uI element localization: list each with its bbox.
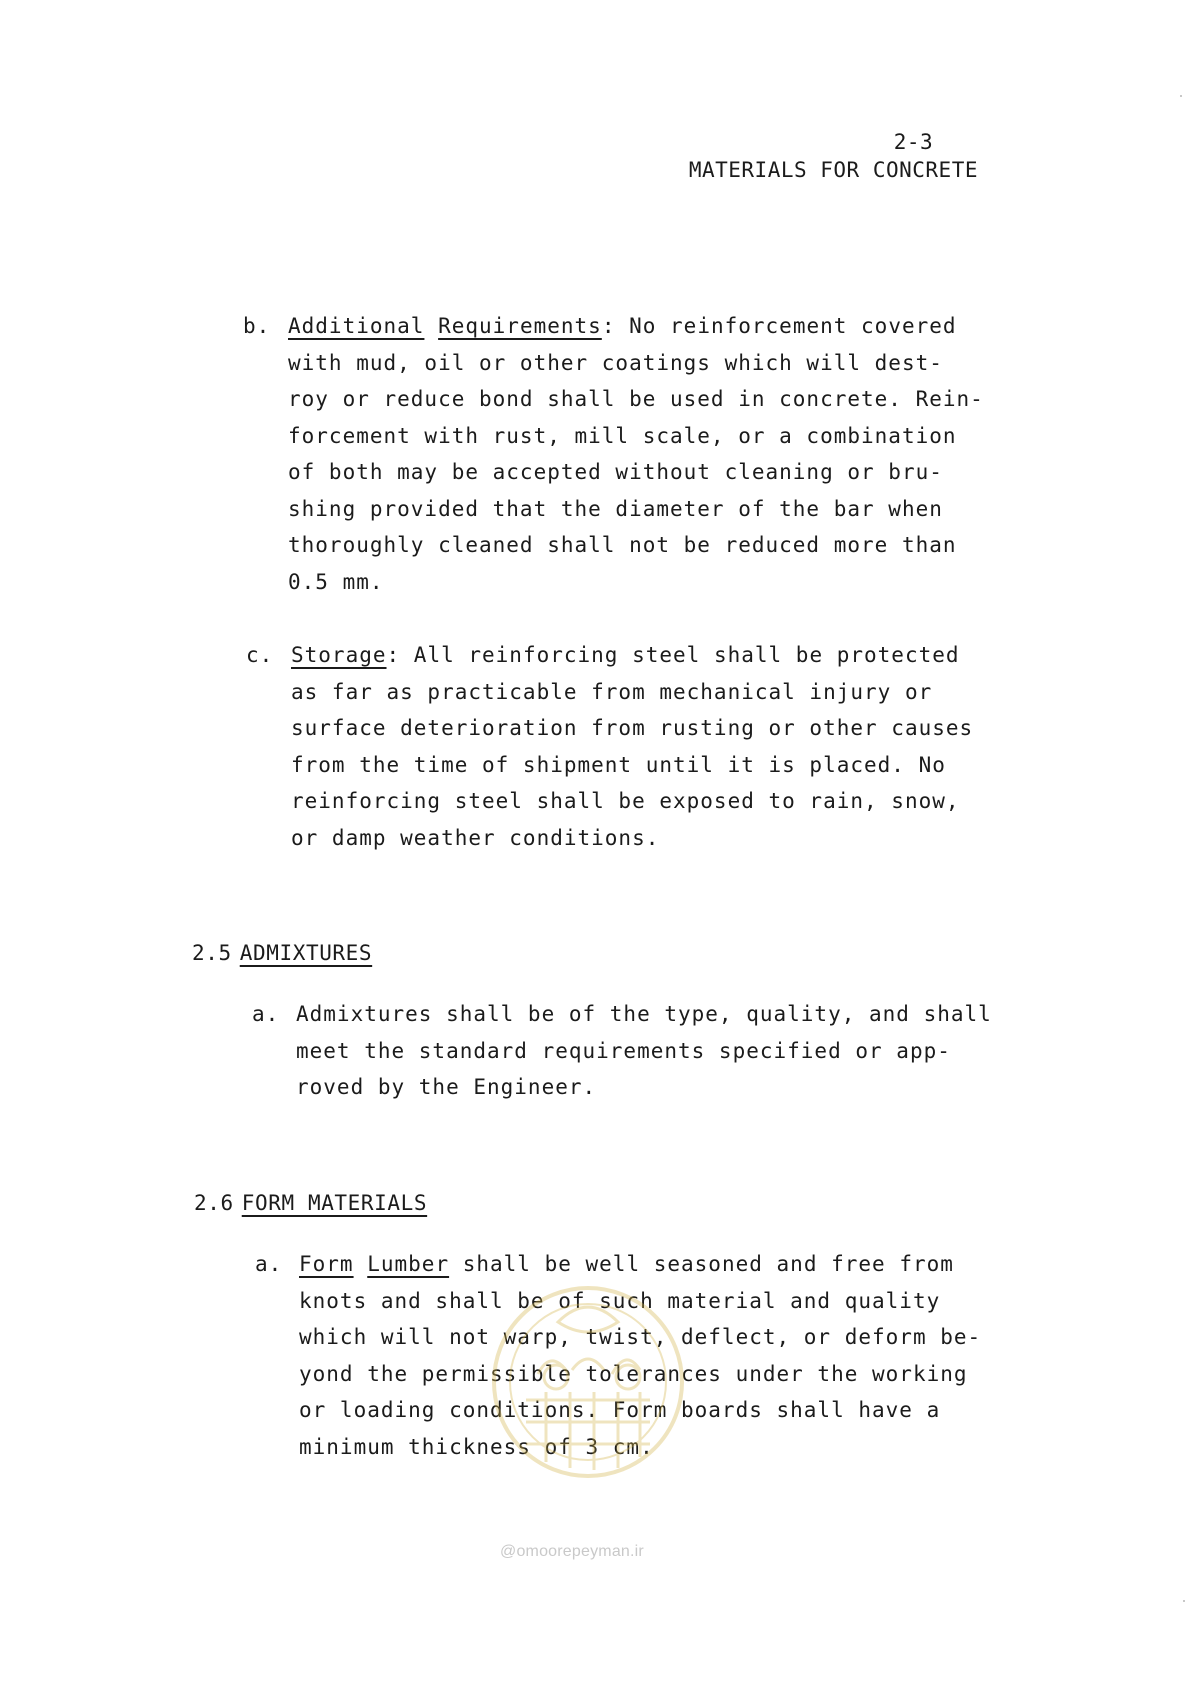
item-line: 0.5 mm. [288,569,384,594]
item-line: surface deterioration from rusting or other causes [291,716,974,740]
item-line: roy or reduce bond shall be used in concrete. Rein- [288,387,984,411]
item-first-line [288,308,984,345]
item-marker: a. [252,1002,280,1026]
section-number: 2.5 [192,941,232,965]
item-title-part: Lumber [367,1252,450,1276]
section-number: 2.6 [194,1191,234,1215]
item-marker: c. [246,643,274,667]
item-line: knots and shall be of such material and quality [299,1288,941,1313]
item-title-part: Additional [288,314,425,338]
item-line: or damp weather conditions. [291,825,660,850]
item-line: forcement with rust, mill scale, or a combination [288,423,957,448]
watermark-text: @omoorepeyman.ir [500,1543,644,1560]
page-number: 2-3 [893,130,934,154]
item-line: of both may be accepted without cleaning or bru- [288,460,943,484]
section-title: MATERIALS FOR CONCRETE [688,158,978,182]
item-a-admixtures [252,996,992,1106]
item-marker: b. [243,314,271,338]
item-text: : All reinforcing steel shall be protected [386,643,960,667]
item-line: Admixtures shall be of the type, quality, and shall [296,1002,992,1026]
item-first-line [299,1246,981,1283]
section-heading-title: ADMIXTURES [239,941,373,965]
item-line: or loading conditions. Form boards shall have a [299,1398,941,1422]
item-line: yond the permissible tolerances under the working [299,1361,968,1386]
item-line: which will not warp, twist, deflect, or deform be- [299,1325,982,1349]
item-title-part: Requirements [438,314,602,338]
item-line: shing provided that the diameter of the bar when [288,496,943,521]
item-line: reinforcing steel shall be exposed to rain, snow, [291,789,960,813]
scan-speck [1183,1600,1185,1602]
watermark-stamp-icon [488,1282,688,1482]
item-line: from the time of shipment until it is placed. No [291,752,946,777]
section-heading-form-materials [194,1189,427,1217]
item-first-line [291,637,973,674]
item-line: roved by the Engineer. [296,1075,597,1099]
scan-speck [1180,95,1182,97]
item-text: : No reinforcement covered [601,314,957,338]
item-line: minimum thickness of 3 cm. [299,1434,654,1459]
item-text: shall be well seasoned and free from [449,1252,954,1276]
item-title: Storage [291,643,387,667]
item-c-storage [246,637,973,856]
item-line: as far as practicable from mechanical injury or [291,679,933,704]
item-line: with mud, oil or other coatings which will dest- [288,350,943,375]
item-line: meet the standard requirements specified or app- [296,1038,951,1063]
item-line: thoroughly cleaned shall not be reduced more than [288,533,957,557]
item-marker: a. [255,1252,283,1276]
item-b-additional-requirements [243,308,984,600]
page-header [689,128,978,184]
section-heading-title: FORM MATERIALS [241,1191,428,1215]
item-title-part: Form [299,1252,354,1276]
section-heading-admixtures [192,939,372,967]
